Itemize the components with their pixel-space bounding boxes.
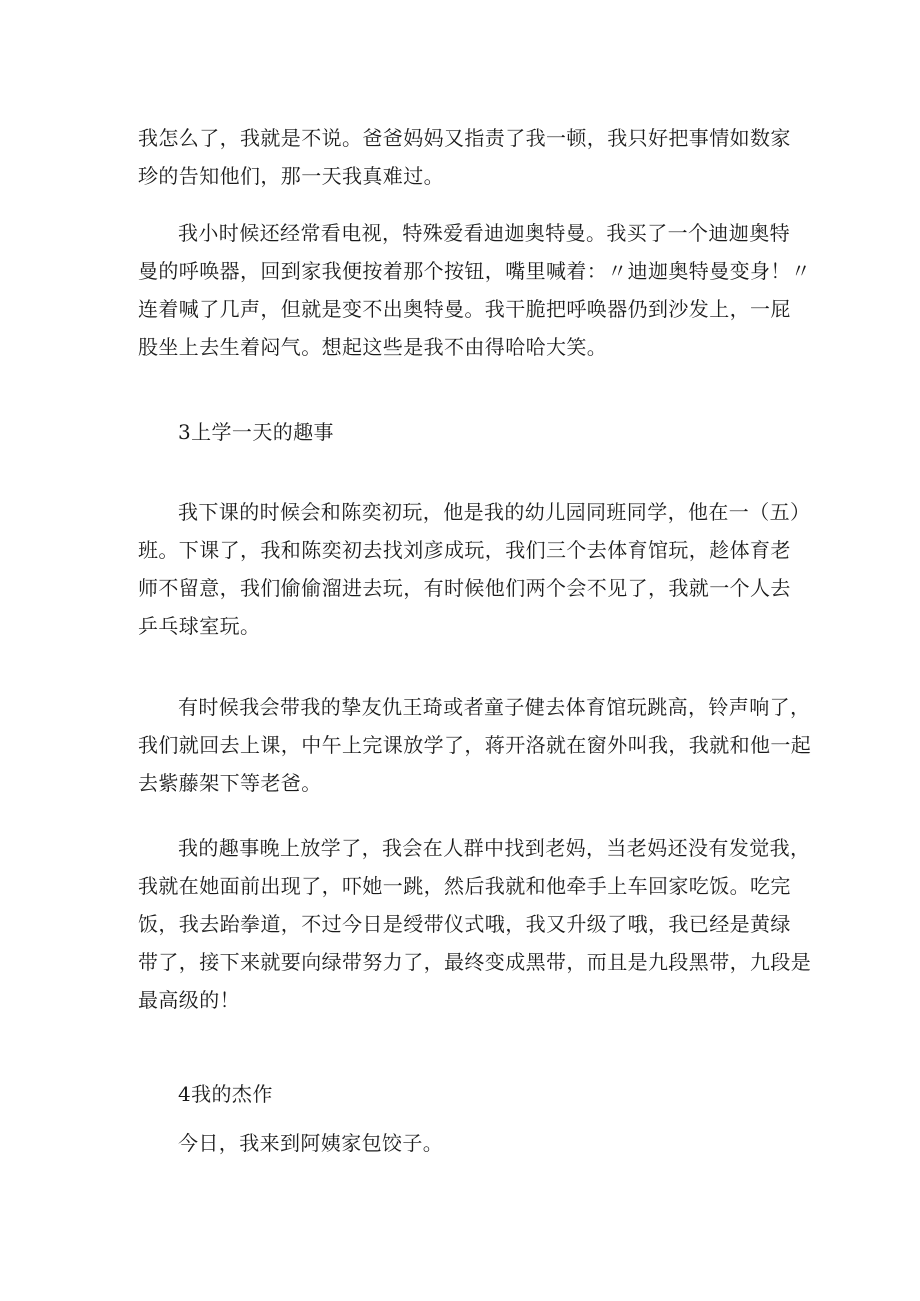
paragraph-line: 有时候我会带我的挚友仇王琦或者童子健去体育馆玩跳高，铃声响了， [178,695,811,719]
paragraph-line: 去紫藤架下等老爸。 [138,771,322,795]
section-heading-3: 3上学一天的趣事 [178,420,334,444]
paragraph-line: 带了，接下来就要向绿带努力了，最终变成黑带，而且是九段黑带，九段是 [138,950,812,974]
paragraph-line: 乒乓球室玩。 [138,614,261,638]
paragraph-line: 师不留意，我们偷偷溜进去玩，有时候他们两个会不见了，我就一个人去 [138,576,791,600]
paragraph-friends [138,688,812,802]
paragraph-line: 我下课的时候会和陈奕初玩，他是我的幼儿园同班同学，他在一（五） [178,500,811,524]
paragraph-line: 最高级的！ [138,988,240,1012]
section-heading-4: 4我的杰作 [178,1082,273,1106]
paragraph-line: 我怎么了，我就是不说。爸爸妈妈又指责了我一顿，我只好把事情如数家 [138,126,791,150]
paragraph-line: 珍的告知他们，那一天我真难过。 [138,164,444,188]
paragraph-line: 我的趣事晚上放学了，我会在人群中找到老妈，当老妈还没有发觉我， [178,836,811,860]
paragraph-dumplings [138,1124,788,1162]
paragraph-line: 班。下课了，我和陈奕初去找刘彦成玩，我们三个去体育馆玩，趁体育老 [138,538,791,562]
paragraph-line: 今日，我来到阿姨家包饺子。 [178,1131,444,1155]
paragraph-line: 股坐上去生着闷气。想起这些是我不由得哈哈大笑。 [138,335,608,359]
paragraph-line: 连着喊了几声，但就是变不出奥特曼。我干脆把呼唤器仍到沙发上，一屁 [138,297,791,321]
paragraph-line: 我就在她面前出现了，吓她一跳，然后我就和他牵手上车回家吃饭。吃完 [138,874,791,898]
paragraph-continuation [138,119,791,195]
paragraph-ultraman [138,214,812,366]
paragraph-line: 饭，我去跆拳道，不过今日是绶带仪式哦，我又升级了哦，我已经是黄绿 [138,912,791,936]
paragraph-line: 我小时候还经常看电视，特殊爱看迪迦奥特曼。我买了一个迪迦奥特 [178,221,790,245]
paragraph-recess [138,493,811,645]
paragraph-line: 我们就回去上课，中午上完课放学了，蒋开洛就在窗外叫我，我就和他一起 [138,733,812,757]
paragraph-evening [138,829,812,1019]
paragraph-line: 曼的呼唤器，回到家我便按着那个按钮，嘴里喊着：〃迪迦奥特曼变身！〃 [138,259,812,283]
